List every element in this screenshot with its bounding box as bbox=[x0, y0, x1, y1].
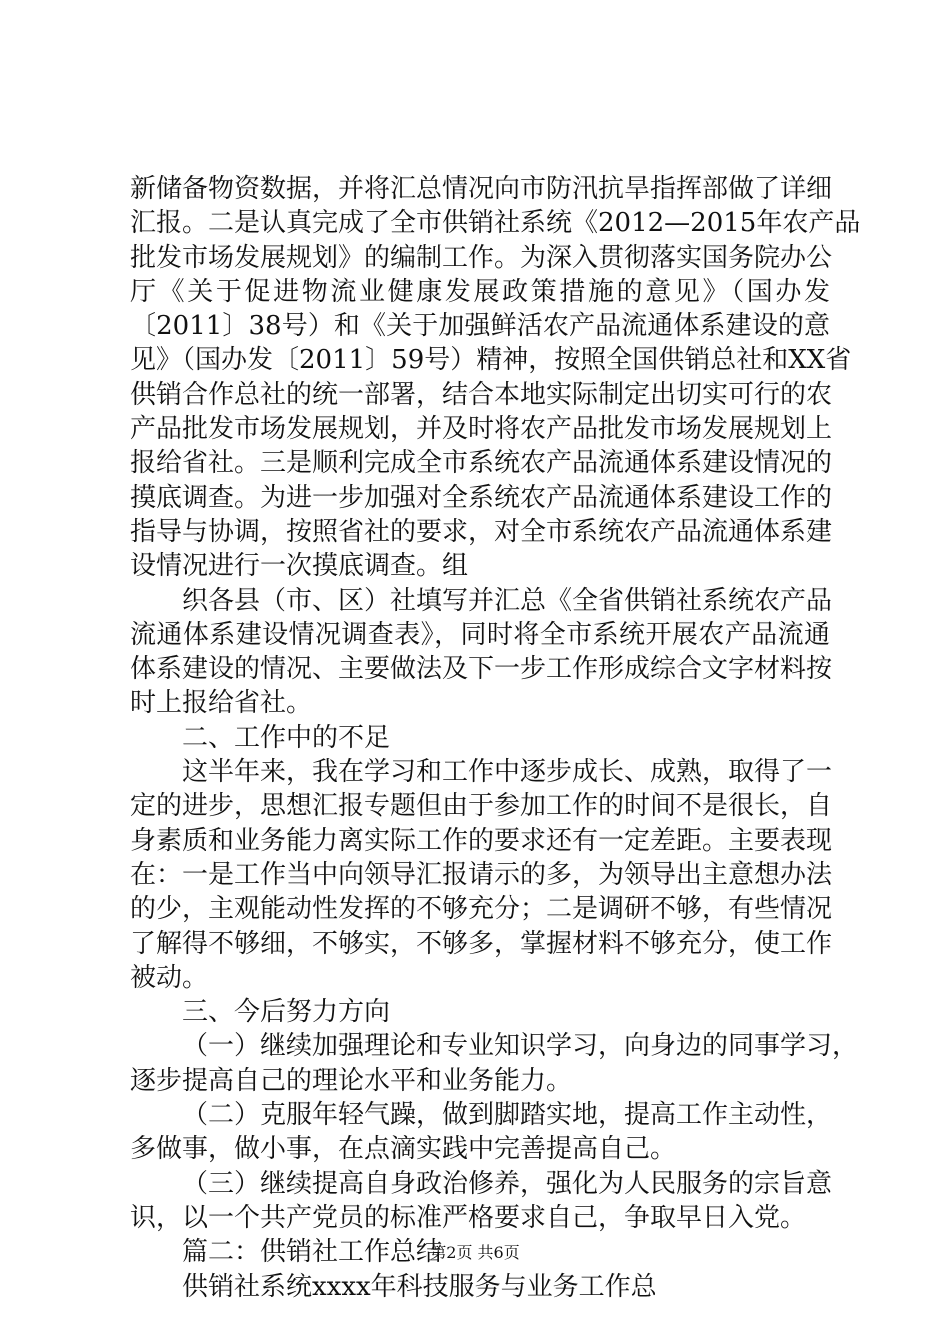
text-line: 织各县（市、区）社填写并汇总《全省供销社系统农产品 bbox=[182, 585, 833, 616]
text-line: 批发市场发展规划》的编制工作。为深入贯彻落实国务院办公 bbox=[130, 242, 833, 273]
text-line: 指导与协调，按照省社的要求，对全市系统农产品流通体系建 bbox=[130, 516, 833, 547]
text-line: 产品批发市场发展规划，并及时将农产品批发市场发展规划上 bbox=[130, 414, 833, 445]
text-line: 报给省社。三是顺利完成全市系统农产品流通体系建设情况的 bbox=[130, 448, 833, 479]
text-line: 身素质和业务能力离实际工作的要求还有一定差距。主要表现 bbox=[130, 825, 833, 856]
text-line: 多做事，做小事，在点滴实践中完善提高自己。 bbox=[130, 1134, 677, 1165]
text-line: 体系建设的情况、主要做法及下一步工作形成综合文字材料按 bbox=[130, 654, 833, 685]
text-line: 定的进步，思想汇报专题但由于参加工作的时间不是很长，自 bbox=[130, 791, 833, 822]
text-line: 汇报。二是认真完成了全市供销社系统《2012—2015年农产品 bbox=[130, 208, 861, 239]
text-line: 流通体系建设情况调查表》，同时将全市系统开展农产品流通 bbox=[130, 619, 830, 650]
text-line: 时上报给省社。 bbox=[130, 688, 313, 719]
text-line: 识，以一个共产党员的标准严格要求自己，争取早日入党。 bbox=[130, 1202, 807, 1233]
page-number-footer: 第2页 共6页 bbox=[430, 1243, 520, 1262]
text-line: 的少，主观能动性发挥的不够充分；二是调研不够，有些情况 bbox=[130, 894, 833, 925]
text-line: 被动。 bbox=[130, 962, 209, 993]
text-line: 了解得不够细，不够实，不够多，掌握材料不够充分，使工作 bbox=[130, 928, 833, 959]
text-line: （一）继续加强理论和专业知识学习，向身边的同事学习， bbox=[182, 1031, 859, 1062]
text-line: 见》（国办发〔2011〕59号）精神，按照全国供销总社和XX省 bbox=[130, 345, 852, 376]
section-heading: 篇二：供销社工作总结 bbox=[182, 1237, 443, 1268]
text-line: 供销合作总社的统一部署，结合本地实际制定出切实可行的农 bbox=[130, 379, 833, 410]
section-heading: 三、今后努力方向 bbox=[182, 997, 391, 1028]
text-line: 逐步提高自己的理论水平和业务能力。 bbox=[130, 1065, 573, 1096]
text-line: 新储备物资数据，并将汇总情况向市防汛抗旱指挥部做了详细 bbox=[130, 174, 833, 204]
document-body bbox=[130, 172, 861, 1304]
text-line: 供销社系统xxxx年科技服务与业务工作总 bbox=[182, 1271, 657, 1302]
text-line: （三）继续提高自身政治修养，强化为人民服务的宗旨意 bbox=[182, 1168, 833, 1199]
text-line: 这半年来，我在学习和工作中逐步成长、成熟，取得了一 bbox=[182, 757, 833, 788]
text-line: 摸底调查。为进一步加强对全系统农产品流通体系建设工作的 bbox=[130, 482, 833, 513]
section-heading: 二、工作中的不足 bbox=[182, 722, 391, 753]
text-line: 设情况进行一次摸底调查。组 bbox=[130, 551, 469, 582]
text-line: （二）克服年轻气躁，做到脚踏实地，提高工作主动性， bbox=[182, 1100, 833, 1131]
text-line: 〔2011〕38号）和《关于加强鲜活农产品流通体系建设的意 bbox=[130, 311, 830, 342]
text-line: 厅《关于促进物流业健康发展政策措施的意见》（国办发 bbox=[130, 276, 830, 307]
text-line: 在：一是工作当中向领导汇报请示的多，为领导出主意想办法 bbox=[130, 859, 833, 890]
